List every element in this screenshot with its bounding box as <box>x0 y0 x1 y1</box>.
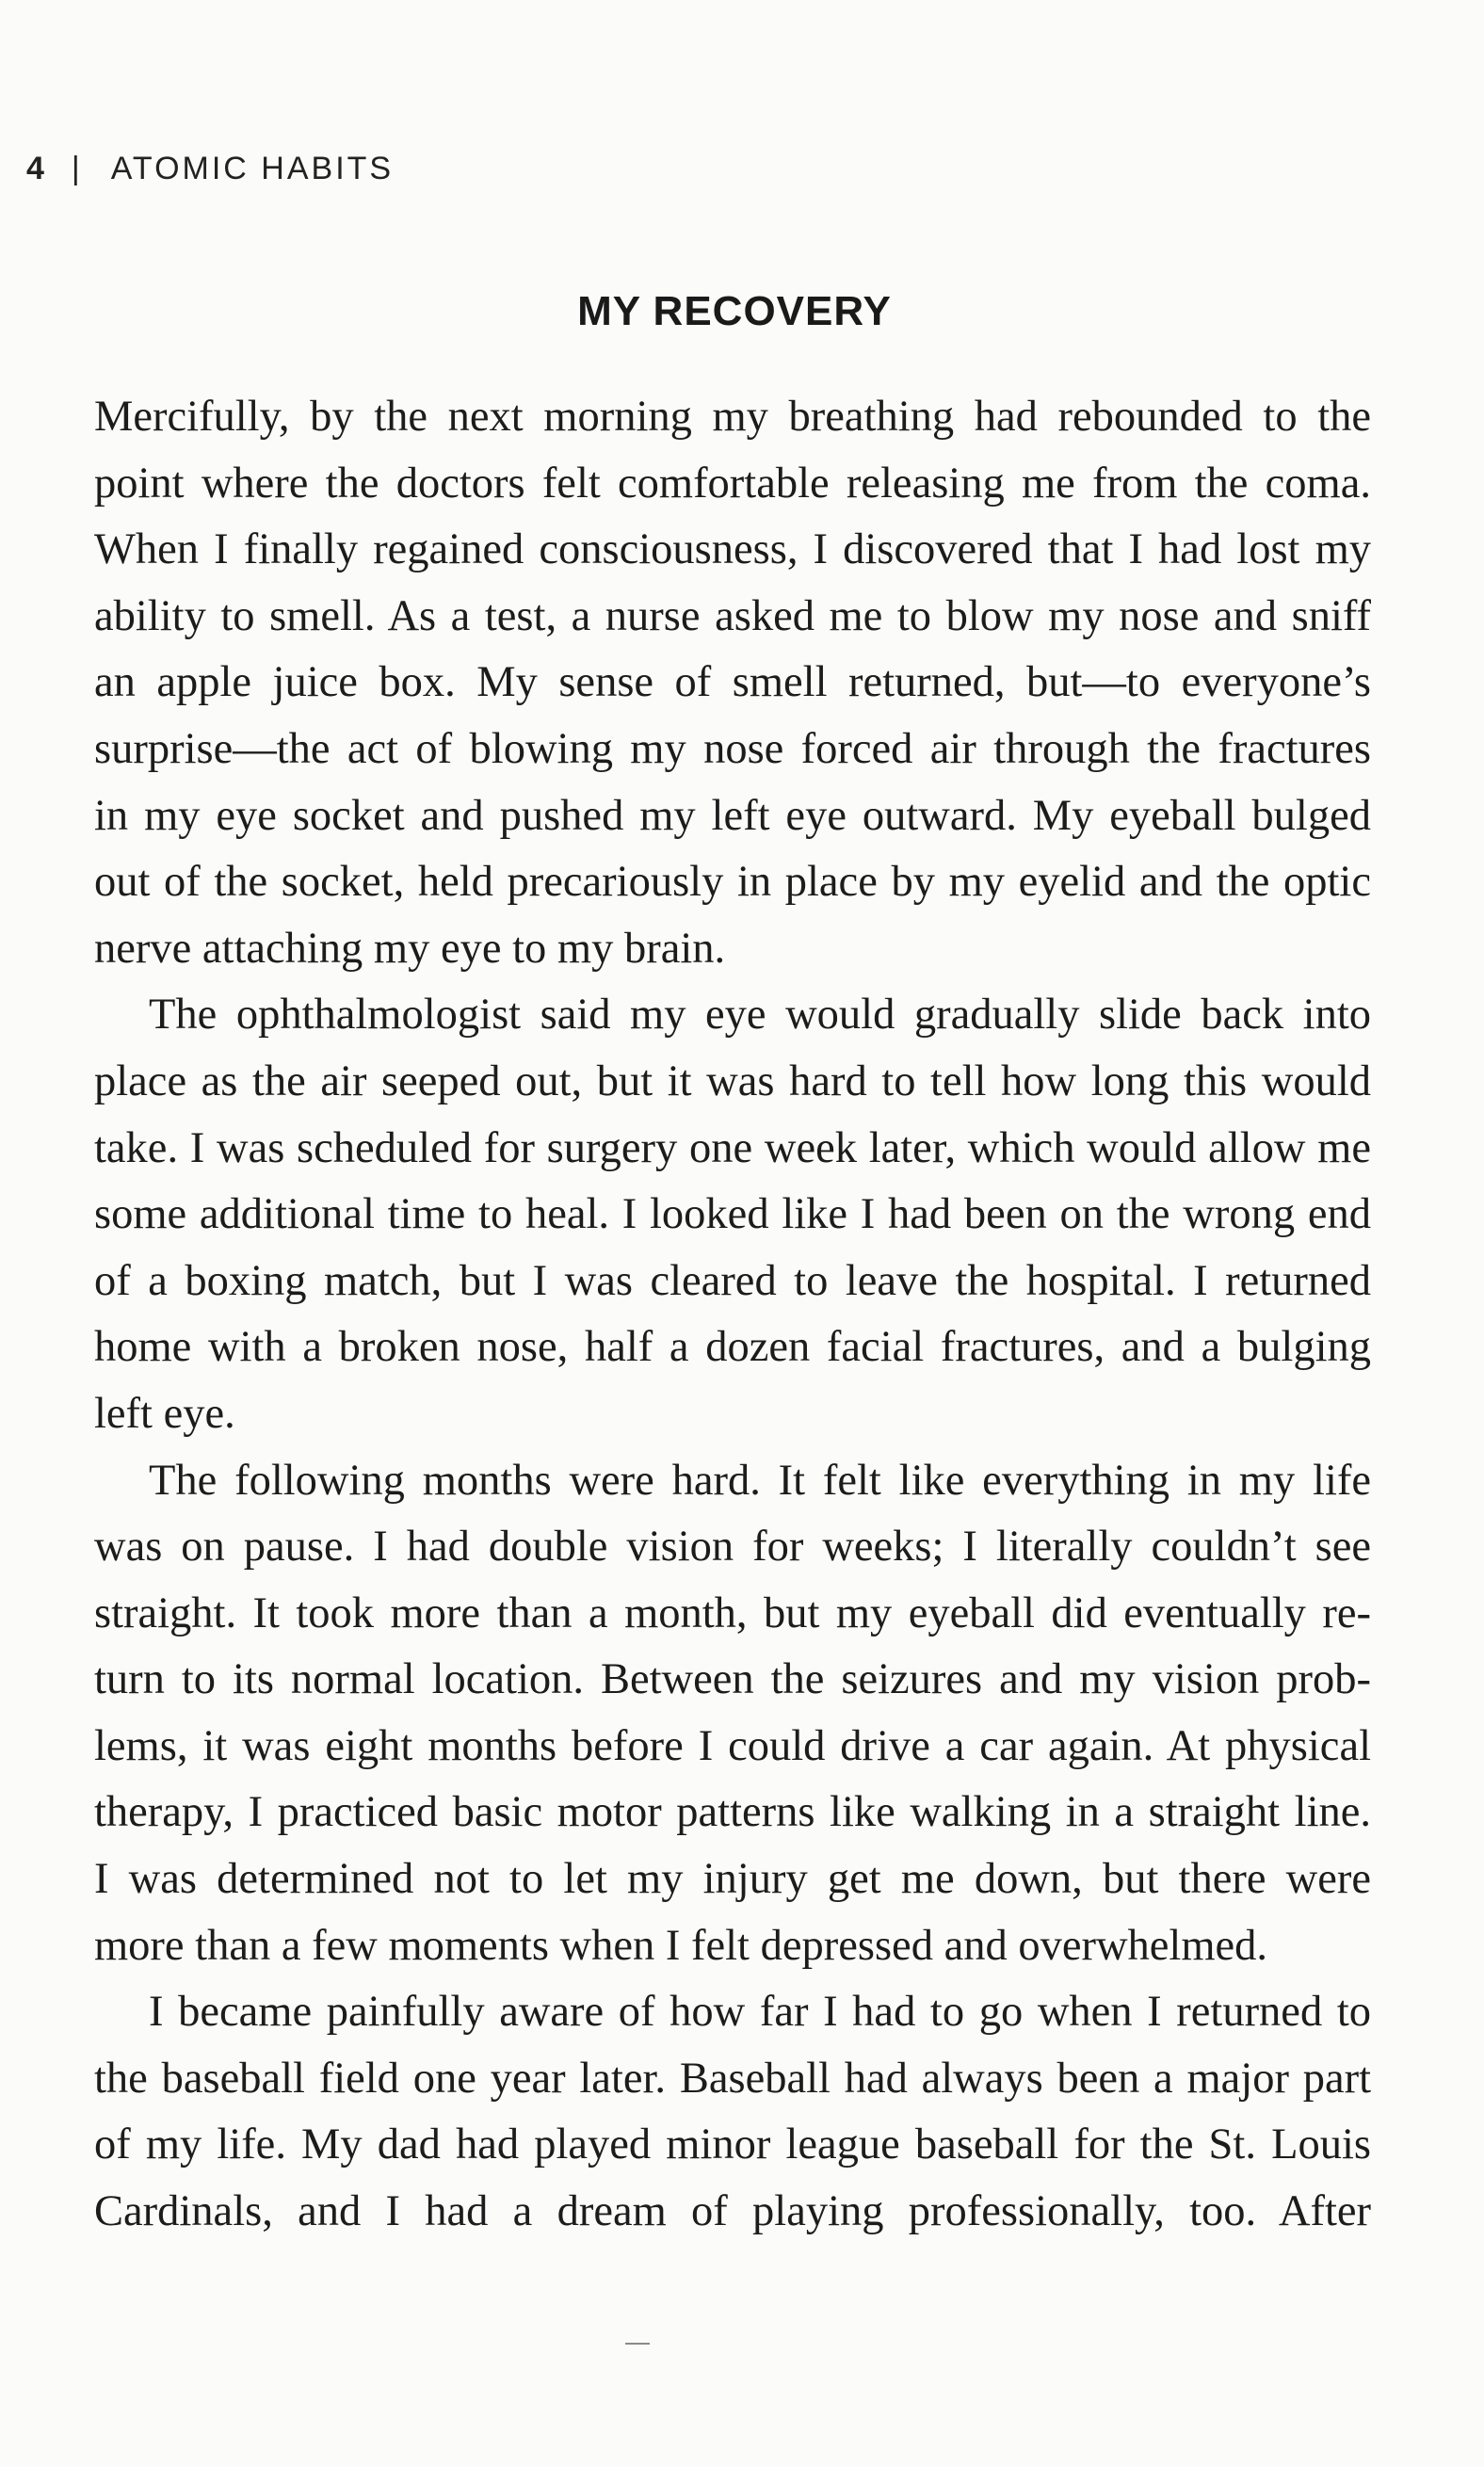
paragraph <box>94 384 1371 982</box>
paragraph <box>94 982 1371 1447</box>
header-separator: | <box>71 151 83 186</box>
text-line: lems, it was eight months before I could drive a car again. At physical <box>94 1721 1371 1770</box>
text-line: I was determined not to let my injury get me down, but there were <box>94 1855 1371 1904</box>
section-title: MY RECOVERY <box>577 288 892 334</box>
paragraph <box>94 1448 1371 1980</box>
text-line: the baseball field one year later. Baseball had always been a major part <box>94 2054 1371 2103</box>
text-line: The ophthalmologist said my eye would gradually slide back into <box>149 991 1371 1040</box>
text-line: take. I was scheduled for surgery one week later, which would allow me <box>94 1123 1371 1172</box>
page-bottom-mark <box>625 2343 650 2345</box>
text-line: more than a few moments when I felt depressed and overwhelmed. <box>94 1921 1268 1970</box>
page-number: 4 <box>26 151 47 186</box>
text-line: I became painfully aware of how far I had to go when I returned to <box>149 1988 1371 2037</box>
text-line: The following months were hard. It felt like everything in my life <box>149 1456 1371 1505</box>
paragraph <box>94 1979 1371 2245</box>
text-line: some additional time to heal. I looked like I had been on the wrong end <box>94 1190 1371 1239</box>
body-text <box>94 384 1371 2246</box>
text-line: out of the socket, held precariously in place by my eyelid and the optic <box>94 858 1371 907</box>
text-line: was on pause. I had double vision for weeks; I literally couldn’t see <box>94 1523 1371 1572</box>
text-line: When I finally regained consciousness, I discovered that I had lost my <box>94 525 1371 574</box>
text-line: left eye. <box>94 1389 235 1438</box>
text-line: Mercifully, by the next morning my breathing had rebounded to the <box>94 393 1371 441</box>
text-line: of a boxing match, but I was cleared to leave the hospital. I returned <box>94 1256 1371 1305</box>
text-line: place as the air seeped out, but it was hard to tell how long this would <box>94 1056 1371 1105</box>
text-line: straight. It took more than a month, but my eyeball did eventually re- <box>94 1588 1371 1637</box>
text-line: point where the doctors felt comfortable releasing me from the coma. <box>94 459 1371 508</box>
text-line: of my life. My dad had played minor league baseball for the St. Louis <box>94 2120 1371 2169</box>
text-line: therapy, I practiced basic motor patterns like walking in a straight line. <box>94 1788 1371 1837</box>
text-line: turn to its normal location. Between the seizures and my vision prob- <box>94 1655 1371 1704</box>
running-head <box>26 151 394 187</box>
text-line: Cardinals, and I had a dream of playing professionally, too. After <box>94 2187 1371 2236</box>
text-line: in my eye socket and pushed my left eye outward. My eyeball bulged <box>94 791 1371 840</box>
text-line: surprise—the act of blowing my nose forced air through the fractures <box>94 724 1371 773</box>
text-line: nerve attaching my eye to my brain. <box>94 924 726 973</box>
text-line: an apple juice box. My sense of smell returned, but—to everyone’s <box>94 658 1371 707</box>
text-line: home with a broken nose, half a dozen facial fractures, and a bulging <box>94 1323 1371 1372</box>
text-line: ability to smell. As a test, a nurse asked me to blow my nose and sniff <box>94 591 1371 640</box>
book-title: ATOMIC HABITS <box>110 151 395 186</box>
